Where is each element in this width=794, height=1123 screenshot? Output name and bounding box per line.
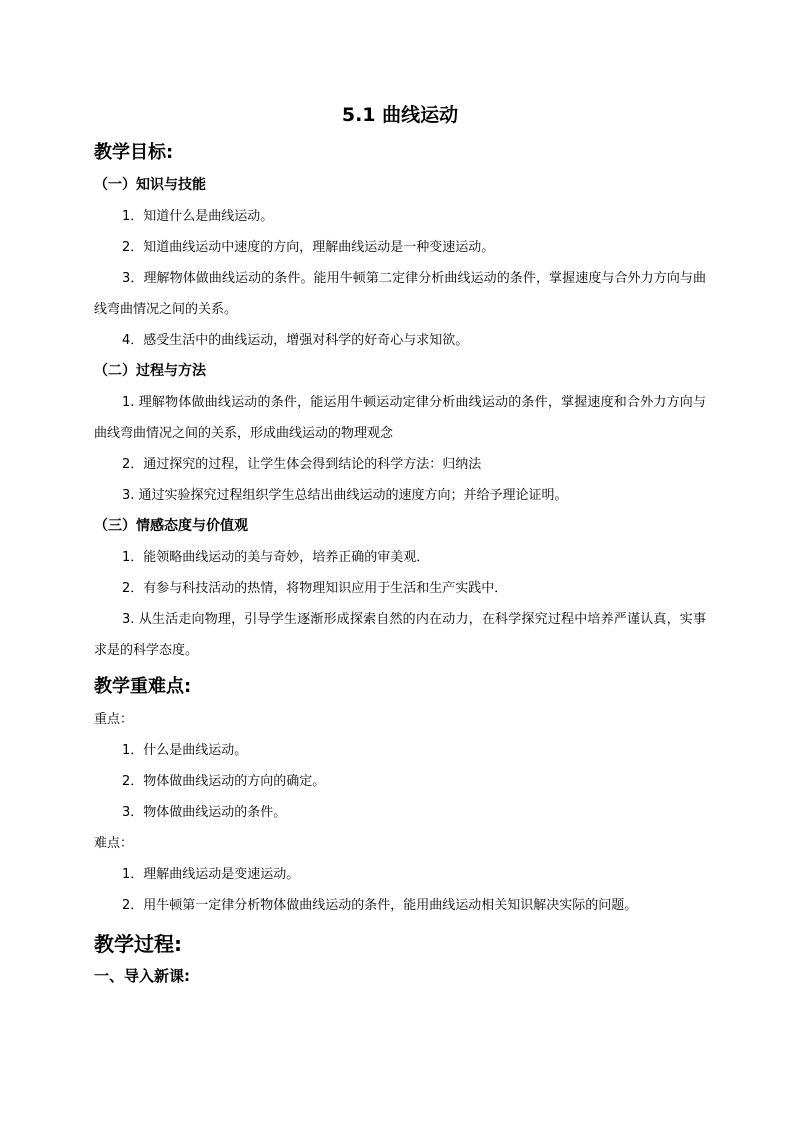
objective-item: 2．知道曲线运动中速度的方向，理解曲线运动是一种变速运动。	[122, 240, 495, 255]
page-title: 5.1 曲线运动	[341, 104, 459, 126]
objective-item: 3．理解物体做曲线运动的条件。能用牛顿第二定律分析曲线运动的条件，掌握速度与合外力方向与曲线弯曲情况之间的关系。	[94, 271, 706, 317]
process-subheading: 一、导入新课:	[94, 967, 190, 985]
difficulty-item: 1．理解曲线运动是变速运动。	[122, 867, 300, 882]
objective-item: 3. 从生活走向物理，引导学生逐渐形成探索自然的内在动力，在科学探究过程中培养严谨认真，实事求是的科学态度。	[94, 612, 706, 658]
focus-item: 3．物体做曲线运动的条件。	[122, 805, 287, 820]
objective-item: 3. 通过实验探究过程组织学生总结出曲线运动的速度方向；并给予理论证明。	[122, 488, 568, 503]
section-heading-knowledge: （一）知识与技能	[94, 177, 206, 193]
objective-item: 4．感受生活中的曲线运动，增强对科学的好奇心与求知欲。	[122, 333, 469, 348]
objective-item: 2．有参与科技活动的热情，将物理知识应用于生活和生产实践中．	[122, 581, 508, 596]
objective-item: 1．能领略曲线运动的美与奇妙，培养正确的审美观．	[122, 550, 430, 565]
process-heading: 教学过程:	[94, 932, 182, 956]
objectives-heading: 教学目标:	[94, 142, 174, 163]
focus-label: 重点：	[94, 712, 134, 727]
objective-item: 2．通过探究的过程，让学生体会得到结论的科学方法：归纳法	[122, 457, 482, 472]
document-page	[94, 98, 706, 991]
difficulty-label: 难点：	[94, 836, 134, 851]
focus-item: 1．什么是曲线运动。	[122, 743, 248, 758]
section-heading-process: （二）过程与方法	[94, 363, 206, 379]
focus-item: 2．物体做曲线运动的方向的确定。	[122, 774, 326, 789]
objective-item: 1．知道什么是曲线运动。	[122, 209, 274, 224]
objective-item: 1. 理解物体做曲线运动的条件，能运用牛顿运动定律分析曲线运动的条件，掌握速度和合外力方向与曲线弯曲情况之间的关系，形成曲线运动的物理观念	[94, 395, 706, 441]
section-heading-attitude: （三）情感态度与价值观	[94, 518, 248, 534]
key-points-heading: 教学重难点:	[94, 676, 192, 697]
difficulty-item: 2．用牛顿第一定律分析物体做曲线运动的条件，能用曲线运动相关知识解决实际的问题。	[122, 898, 638, 913]
